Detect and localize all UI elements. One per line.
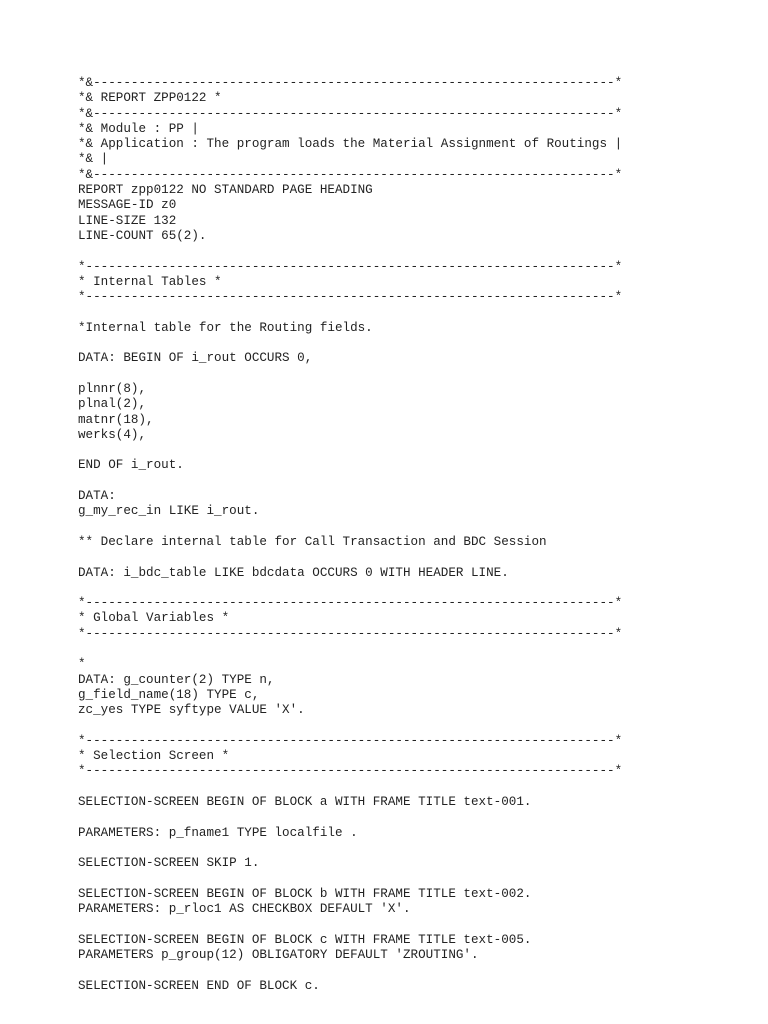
code-line: *&---------------------------------------------------------------------* [78,76,623,90]
code-line: SELECTION-SCREEN SKIP 1. [78,856,260,871]
code-line [78,443,758,458]
code-line: * Internal Tables * [78,274,222,289]
code-line: zc_yes TYPE syftype VALUE 'X'. [78,703,305,718]
code-line: DATA: [78,489,116,504]
code-line: matnr(18), [78,412,154,427]
code-line: DATA: i_bdc_table LIKE bdcdata OCCURS 0 WITH HEADER LINE. [78,565,509,580]
code-line: plnal(2), [78,397,147,412]
code-line: MESSAGE-ID z0 [78,198,177,213]
code-line: PARAMETERS: p_fname1 TYPE localfile . [78,825,358,840]
code-line: LINE-COUNT 65(2). [78,228,207,243]
code-line: *----------------------------------------------------------------------* [78,290,623,305]
code-line: SELECTION-SCREEN BEGIN OF BLOCK b WITH FRAME TITLE text-002. [78,886,532,901]
code-line: * Selection Screen * [78,749,230,764]
code-line: DATA: g_counter(2) TYPE n, [78,672,275,687]
code-line: plnnr(8), [78,381,147,396]
code-line: REPORT zpp0122 NO STANDARD PAGE HEADING [78,183,373,198]
code-line: SELECTION-SCREEN BEGIN OF BLOCK c WITH FRAME TITLE text-005. [78,932,532,947]
code-line: *----------------------------------------------------------------------* [78,626,623,641]
code-line [78,367,758,382]
code-line: g_field_name(18) TYPE c, [78,687,260,702]
code-line [78,841,758,856]
code-line: SELECTION-SCREEN END OF BLOCK c. [78,978,320,993]
code-line: *----------------------------------------------------------------------* [78,733,623,748]
code-line [78,336,758,351]
code-line: *----------------------------------------------------------------------* [78,764,623,779]
code-line [78,244,758,259]
code-line: *----------------------------------------------------------------------* [78,259,623,274]
code-line [78,305,758,320]
code-line: *& Module : PP | [78,121,199,136]
code-line: PARAMETERS p_group(12) OBLIGATORY DEFAULT 'ZROUTING'. [78,947,479,962]
code-line: * [78,657,86,672]
code-line: * Global Variables * [78,611,230,626]
code-line [78,917,758,932]
code-line: *& | [78,152,109,167]
code-line: DATA: BEGIN OF i_rout OCCURS 0, [78,351,313,366]
code-line: *&---------------------------------------------------------------------* [78,106,623,121]
code-line: *----------------------------------------------------------------------* [78,596,623,611]
code-line [78,581,758,596]
code-line [78,718,758,733]
code-line [78,474,758,489]
code-line [78,780,758,795]
code-line [78,520,758,535]
code-line [78,871,758,886]
code-line: ** Declare internal table for Call Transaction and BDC Session [78,534,547,549]
code-line: *& Application : The program loads the Material Assignment of Routings | [78,137,623,152]
code-line [78,550,758,565]
code-line: SELECTION-SCREEN BEGIN OF BLOCK a WITH FRAME TITLE text-001. [78,794,532,809]
code-document [78,76,758,994]
code-line: *& REPORT ZPP0122 * [78,91,222,106]
code-line: *&---------------------------------------------------------------------* [78,167,623,182]
code-line: END OF i_rout. [78,458,184,473]
code-line: *Internal table for the Routing fields. [78,320,373,335]
code-line [78,642,758,657]
code-line: g_my_rec_in LIKE i_rout. [78,504,260,519]
code-line [78,810,758,825]
code-line: PARAMETERS: p_rloc1 AS CHECKBOX DEFAULT 'X'. [78,902,411,917]
code-line: LINE-SIZE 132 [78,213,177,228]
code-line [78,963,758,978]
code-line: werks(4), [78,427,147,442]
